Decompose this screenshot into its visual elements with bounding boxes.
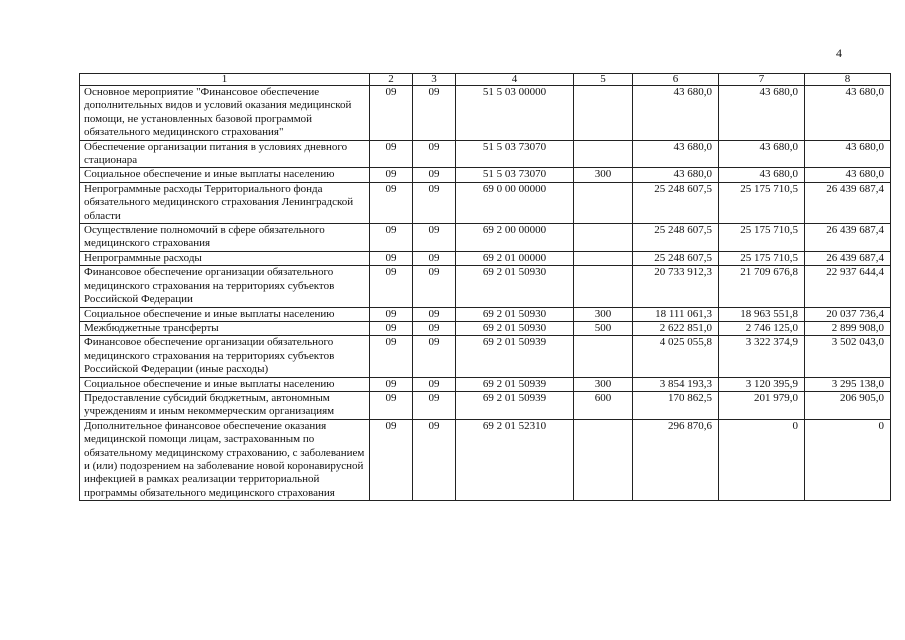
table-row (80, 86, 891, 141)
cell-expense-type (574, 251, 633, 265)
cell-amount-year-3: 43 680,0 (805, 140, 891, 168)
cell-expense-type (574, 419, 633, 500)
cell-section: 09 (370, 168, 413, 182)
cell-amount-year-2: 3 120 395,9 (719, 377, 805, 391)
cell-amount-year-3: 3 295 138,0 (805, 377, 891, 391)
cell-name: Социальное обеспечение и иные выплаты населению (80, 307, 370, 321)
cell-name: Основное мероприятие "Финансовое обеспечение дополнительных видов и условий оказания медицинской помощи, не установленных базовой программой обязательного медицинского страхования" (80, 86, 370, 141)
cell-expense-type: 300 (574, 307, 633, 321)
cell-expense-type: 300 (574, 377, 633, 391)
cell-amount-year-2: 201 979,0 (719, 391, 805, 419)
cell-amount-year-3: 206 905,0 (805, 391, 891, 419)
budget-table (79, 73, 891, 501)
cell-amount-year-2: 18 963 551,8 (719, 307, 805, 321)
cell-target-article: 69 2 01 00000 (456, 251, 574, 265)
cell-amount-year-2: 43 680,0 (719, 168, 805, 182)
cell-amount-year-2: 0 (719, 419, 805, 500)
cell-amount-year-2: 43 680,0 (719, 140, 805, 168)
cell-name: Предоставление субсидий бюджетным, автономным учреждениям и иным некоммерческим организациям (80, 391, 370, 419)
table-row (80, 377, 891, 391)
cell-expense-type (574, 140, 633, 168)
cell-target-article: 69 2 01 50939 (456, 391, 574, 419)
table-row (80, 168, 891, 182)
cell-section: 09 (370, 336, 413, 377)
cell-amount-year-3: 26 439 687,4 (805, 251, 891, 265)
cell-name: Социальное обеспечение и иные выплаты населению (80, 377, 370, 391)
cell-amount-year-2: 3 322 374,9 (719, 336, 805, 377)
cell-section: 09 (370, 140, 413, 168)
cell-amount-year-2: 21 709 676,8 (719, 266, 805, 307)
table-row (80, 321, 891, 335)
cell-subsection: 09 (413, 307, 456, 321)
header-cell-7: 7 (719, 74, 805, 86)
cell-target-article: 69 2 01 50930 (456, 266, 574, 307)
header-cell-1: 1 (80, 74, 370, 86)
cell-name: Финансовое обеспечение организации обязательного медицинского страхования на территориях субъектов Российской Федерации (иные расходы) (80, 336, 370, 377)
cell-target-article: 69 2 01 50939 (456, 336, 574, 377)
cell-subsection: 09 (413, 336, 456, 377)
cell-subsection: 09 (413, 321, 456, 335)
cell-amount-year-1: 43 680,0 (633, 168, 719, 182)
cell-amount-year-1: 4 025 055,8 (633, 336, 719, 377)
page-number: 4 (836, 46, 842, 60)
cell-amount-year-3: 20 037 736,4 (805, 307, 891, 321)
cell-expense-type: 500 (574, 321, 633, 335)
cell-amount-year-1: 25 248 607,5 (633, 182, 719, 223)
cell-subsection: 09 (413, 168, 456, 182)
cell-target-article: 69 2 01 50939 (456, 377, 574, 391)
header-cell-8: 8 (805, 74, 891, 86)
cell-expense-type (574, 266, 633, 307)
cell-section: 09 (370, 182, 413, 223)
cell-amount-year-3: 43 680,0 (805, 168, 891, 182)
cell-target-article: 69 2 01 52310 (456, 419, 574, 500)
table-row (80, 307, 891, 321)
cell-expense-type (574, 86, 633, 141)
cell-name: Межбюджетные трансферты (80, 321, 370, 335)
header-cell-5: 5 (574, 74, 633, 86)
cell-subsection: 09 (413, 391, 456, 419)
cell-subsection: 09 (413, 182, 456, 223)
table-body (80, 74, 891, 501)
header-cell-3: 3 (413, 74, 456, 86)
cell-name: Обеспечение организации питания в условиях дневного стационара (80, 140, 370, 168)
cell-subsection: 09 (413, 377, 456, 391)
cell-target-article: 69 2 00 00000 (456, 224, 574, 252)
header-row (80, 74, 891, 86)
table-row (80, 391, 891, 419)
cell-name: Непрограммные расходы Территориального фонда обязательного медицинского страхования Ленинградской области (80, 182, 370, 223)
cell-section: 09 (370, 224, 413, 252)
cell-subsection: 09 (413, 251, 456, 265)
cell-name: Непрограммные расходы (80, 251, 370, 265)
cell-expense-type (574, 182, 633, 223)
cell-amount-year-3: 2 899 908,0 (805, 321, 891, 335)
cell-amount-year-1: 18 111 061,3 (633, 307, 719, 321)
cell-section: 09 (370, 307, 413, 321)
cell-amount-year-3: 22 937 644,4 (805, 266, 891, 307)
cell-target-article: 69 2 01 50930 (456, 307, 574, 321)
cell-amount-year-1: 2 622 851,0 (633, 321, 719, 335)
cell-amount-year-1: 170 862,5 (633, 391, 719, 419)
cell-amount-year-2: 2 746 125,0 (719, 321, 805, 335)
cell-subsection: 09 (413, 224, 456, 252)
cell-name: Социальное обеспечение и иные выплаты населению (80, 168, 370, 182)
cell-target-article: 51 5 03 73070 (456, 140, 574, 168)
cell-section: 09 (370, 419, 413, 500)
cell-amount-year-3: 0 (805, 419, 891, 500)
cell-subsection: 09 (413, 419, 456, 500)
cell-amount-year-3: 26 439 687,4 (805, 182, 891, 223)
cell-amount-year-1: 3 854 193,3 (633, 377, 719, 391)
cell-expense-type (574, 336, 633, 377)
cell-amount-year-1: 25 248 607,5 (633, 224, 719, 252)
cell-section: 09 (370, 86, 413, 141)
cell-expense-type: 300 (574, 168, 633, 182)
cell-amount-year-1: 296 870,6 (633, 419, 719, 500)
cell-amount-year-3: 26 439 687,4 (805, 224, 891, 252)
cell-amount-year-1: 20 733 912,3 (633, 266, 719, 307)
cell-section: 09 (370, 377, 413, 391)
table-row (80, 182, 891, 223)
cell-amount-year-1: 25 248 607,5 (633, 251, 719, 265)
cell-name: Дополнительное финансовое обеспечение оказания медицинской помощи лицам, застрахованным по обязательному медицинскому страхованию, с заболеванием и (или) подозрением на заболевание новой коронавирусной инфекцией в рамках реализации территориальной программы обязательного медицинского страхования (80, 419, 370, 500)
table-row (80, 336, 891, 377)
table-row (80, 419, 891, 500)
cell-name: Финансовое обеспечение организации обязательного медицинского страхования на территориях субъектов Российской Федерации (80, 266, 370, 307)
cell-section: 09 (370, 266, 413, 307)
cell-amount-year-3: 43 680,0 (805, 86, 891, 141)
cell-subsection: 09 (413, 266, 456, 307)
cell-amount-year-1: 43 680,0 (633, 140, 719, 168)
cell-section: 09 (370, 391, 413, 419)
cell-expense-type: 600 (574, 391, 633, 419)
cell-amount-year-2: 25 175 710,5 (719, 251, 805, 265)
table-row (80, 266, 891, 307)
cell-amount-year-2: 25 175 710,5 (719, 224, 805, 252)
header-cell-6: 6 (633, 74, 719, 86)
cell-name: Осуществление полномочий в сфере обязательного медицинского страхования (80, 224, 370, 252)
header-cell-4: 4 (456, 74, 574, 86)
cell-subsection: 09 (413, 86, 456, 141)
cell-section: 09 (370, 321, 413, 335)
cell-subsection: 09 (413, 140, 456, 168)
cell-amount-year-2: 25 175 710,5 (719, 182, 805, 223)
cell-target-article: 51 5 03 73070 (456, 168, 574, 182)
cell-section: 09 (370, 251, 413, 265)
cell-amount-year-3: 3 502 043,0 (805, 336, 891, 377)
cell-amount-year-1: 43 680,0 (633, 86, 719, 141)
table-row (80, 251, 891, 265)
cell-expense-type (574, 224, 633, 252)
table-row (80, 224, 891, 252)
table-row (80, 140, 891, 168)
cell-amount-year-2: 43 680,0 (719, 86, 805, 141)
cell-target-article: 69 0 00 00000 (456, 182, 574, 223)
cell-target-article: 51 5 03 00000 (456, 86, 574, 141)
cell-target-article: 69 2 01 50930 (456, 321, 574, 335)
header-cell-2: 2 (370, 74, 413, 86)
